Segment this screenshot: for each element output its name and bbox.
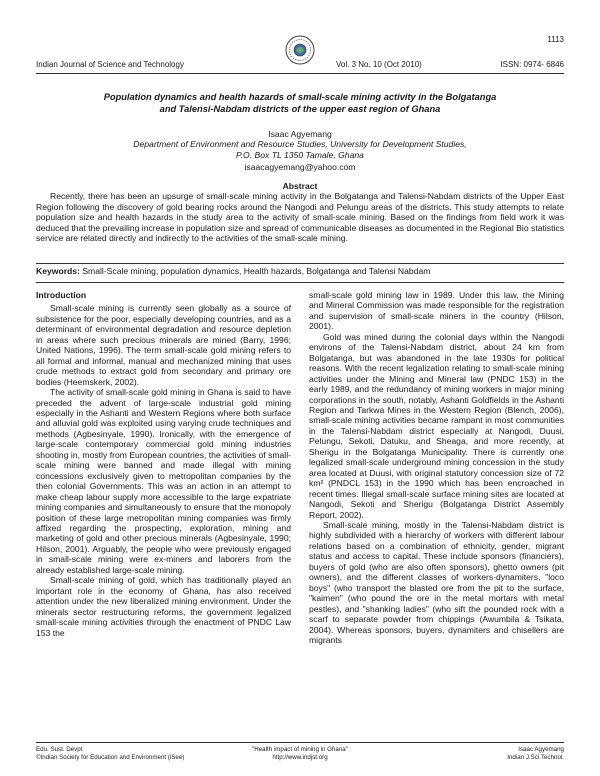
abstract-text: Recently, there has been an upsurge of small-scale mining activity in the Bolgatanga and Talensi-Nabdam districts of the Upper East Region following the discovery of gold bearing rocks around the Nangodi and Pelungu areas of the districts. This study attempts to relate population size and health hazards in the study area to the activity of small-scale mining. Based on the findings from field work it was deduced that the prevailing increase in population size and spread of communicable diseases as documented in the Regional Bio statistics service are related directly and indirectly to the activities of the small-scale mining. [36,191,564,243]
footer-divider [36,742,564,743]
journal-logo [285,35,315,65]
paragraph: The activity of small-scale gold mining in Ghana is said to have preceded the advent of large-scale industrial gold mining especially in the Ashanti and Western Regions where both surface and alluvial gold was exploited using varying crude techniques and methods (Agbesinyale, 1990). Ironically, with the emergence of large-scale contemporary commercial gold mining industries shooting in, mostly from European countries, the activities of small-scale mining were banned and made illegal with mining concessions exclusively given to metropolitan companies by the then colonial Governments. This was an action in an attempt to make cheap labour supply more accessible to the large expatriate mining companies and simultaneously to ensure that the monopoly position of these large metropolitan mining companies was firmly affixed regarding the prospecting, exploration, mining and marketing of gold and other precious minerals (Agbesinyale, 1990; Hilson, 2001). Arguably, the people who were previously engaged in small-scale mining were ex-miners and laborers from the already established large-scale mining. [36,387,291,575]
footer-left-line-1: Edu. Sust. Devpt [36,746,83,753]
keywords-divider [36,282,564,283]
author-email: isaacagyemang@yahoo.com [244,162,356,172]
issn: ISSN: 0974- 6846 [500,60,564,69]
footer-url[interactable]: http://www.indjst.org [272,754,328,761]
paragraph: Small-scale mining, mostly in the Talensi-Nabdam district is highly subdivided with a hierarchy of workers with different labour relations based on a combination of ethnicity, gender, migrant status and access to capital. These include sponsors (financiers), buyers of gold (who are also often sponsors), ghetto owners (pit owners), and the different classes of workers-dynamiters, "loco boys" (who transport the blasted ore from the pit to the surface, "kaimen" (who pound the ore in the metal mortars with metal pestles), and "shanking ladies" (who sift the pounded rock with a scarf to separate powder from chippings (Awumbila & Tsikata, 2004). Whereas sponsors, buyers, dynamiters and chisellers are migrants [309,519,564,645]
affiliation [120,139,480,160]
paragraph: Small-scale mining is currently seen globally as a source of subsistence for the poor, especially developing countries, and as a determinant of environmental degradation and resource depletion in areas where such precious minerals are mined (Barry, 1996; United Nations, 1996). The term small-scale gold mining refers to all formal and informal, manual and mechanized mining that uses crude methods to extract gold from secondary and primary ore bodies (Heemskerk, 2002). [36,303,291,387]
keywords-label: Keywords: [36,266,80,276]
affiliation-line-2: P.O. Box TL 1350 Tamale, Ghana [236,149,364,160]
footer-right [507,746,564,762]
body-column-right [309,290,564,645]
keywords-text: Small-Scale mining, population dynamics, Health hazards, Bolgatanga and Talensi Nabdam [79,266,431,276]
keywords [36,266,564,276]
author-name: Isaac Agyemang [268,129,332,139]
affiliation-line-1: Department of Environment and Resource Studies, University for Development Studies, [133,139,467,149]
issue-info: Vol. 3 No. 10 (Oct 2010) [336,60,422,69]
paragraph: small-scale gold mining law in 1989. Under this law, the Mining and Mineral Commission was made responsible for the registration and supervision of small-scale miners in the country (Hilson, 2001). [309,290,564,332]
footer-left-line-2: ©Indian Society for Education and Environment (iSee) [36,754,185,761]
paragraph: Gold was mined during the colonial days within the Nangodi environs of the Talensi-Nabdam district, about 24 km from Bolgatanga, but was abandoned in the late 1930s for political reasons. With the recent legalization relating to small-scale mining activities under the Mining and Mineral law (PNDC 153) in the early 1989, and the redundancy of mining workers in major mining corporations in the south, notably, Ashanti Goldfields in the Ashanti Region and Tarkwa Mines in the Western Region (Blench, 2006), small-scale mining activities became rampant in most communities in the Talensi-Nabdam district especially at Nangodi, Duusi, Pelungu, Sekoti, Datuku, and Sheaga, and more recently, at Sherigu in the Bolgatanga Municipality. There is currently one legalized small-scale underground mining concession in the study area located at Duusi, with original statutory concession size of 72 km² (PNDCL 153) in the 1990 which has been encroached in recent times. Illegal small-scale surface mining sites are located at Nangodi, Sekoti and Sherigu (Bolgatanga District Assembly Report, 2002). [309,331,564,520]
page-number: 1113 [547,35,564,44]
paper-title [80,92,520,115]
journal-name: Indian Journal of Science and Technology [36,60,184,69]
header-divider [36,73,564,74]
footer-right-line-2: Indian J.Sci.Technol. [507,754,564,761]
footer-right-line-1: Isaac Agyemang [518,746,564,753]
body-column-left [36,290,291,638]
paragraph: Small-scale mining of gold, which has traditionally played an important role in the economy of Ghana, has also received attention under the new liberalized mining environment. Under the minerals sector restructuring reforms, the government legalized small-scale mining activities through the enactment of PNDC Law 153 the [36,575,291,638]
abstract-divider [36,263,564,264]
title-line-1: Population dynamics and health hazards of small-scale mining activity in the Bolgatanga [103,92,497,102]
introduction-heading: Introduction [36,290,87,300]
title-line-2: and Talensi-Nabdam districts of the upper east region of Ghana [159,103,441,114]
abstract-heading: Abstract [282,181,318,191]
footer-center-line-1: "Health impact of mining in Ghana" [252,746,348,753]
